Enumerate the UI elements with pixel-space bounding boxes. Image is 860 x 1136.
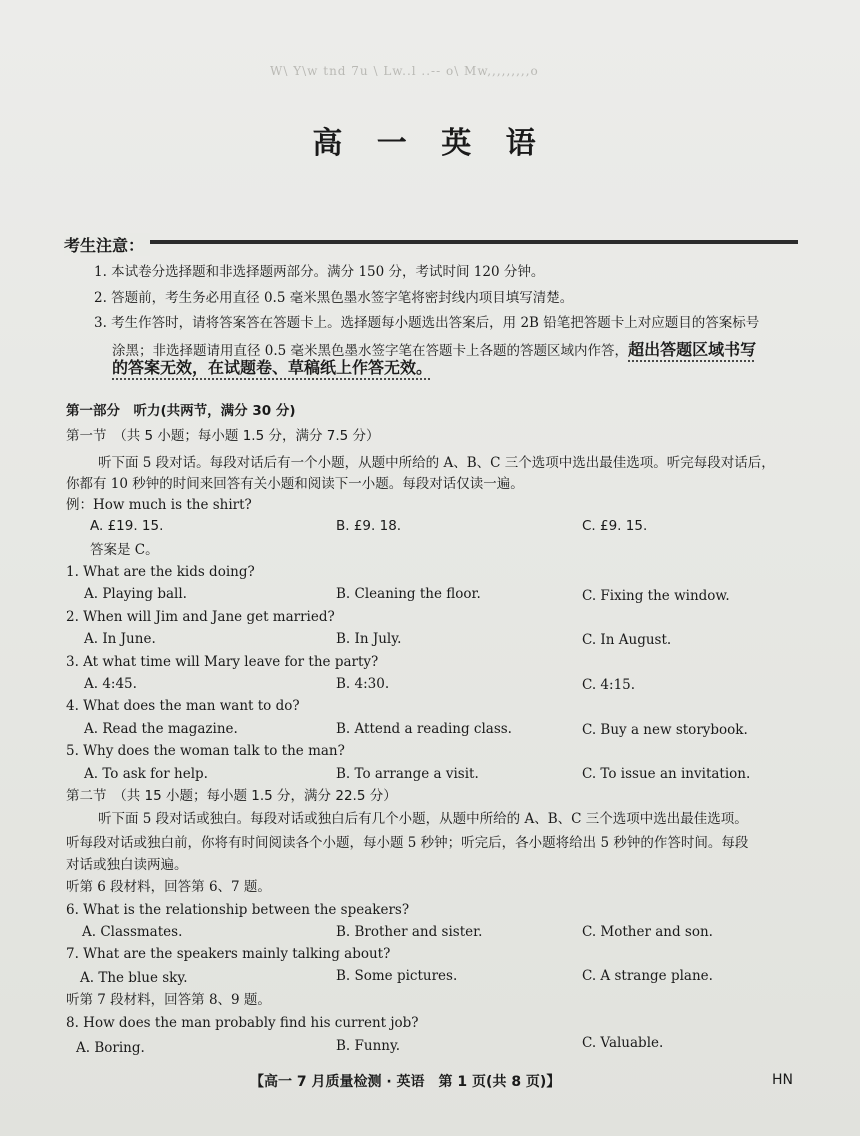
notice-item-1: 1. 本试卷分选择题和非选择题两部分。满分 150 分，考试时间 120 分钟。 [94,264,545,280]
question-1-option-a: A. Playing ball. [84,586,187,602]
question-2-option-b: B. In July. [336,631,402,647]
notice-emphasis-2: 的答案无效，在试题卷、草稿纸上作答无效。 [112,358,433,377]
section1-heading: 第一节 （共 5 小题；每小题 1.5 分，满分 7.5 分） [66,428,380,444]
question-5-option-b: B. To arrange a visit. [336,766,479,782]
question-4: 4. What does the man want to do? [66,698,300,714]
material-7-instruction: 听第 7 段材料，回答第 8、9 题。 [66,992,271,1008]
question-6-option-c: C. Mother and son. [582,924,713,940]
question-3: 3. At what time will Mary leave for the party? [66,654,379,670]
section1-instruction-2: 你都有 10 秒钟的时间来回答有关小题和阅读下一小题。每段对话仅读一遍。 [66,476,524,492]
question-8-option-b: B. Funny. [336,1038,401,1054]
section2-heading: 第二节 （共 15 小题；每小题 1.5 分，满分 22.5 分） [66,788,397,804]
question-7-option-a: A. The blue sky. [80,970,188,986]
notice-item-3: 3. 考生作答时，请将答案答在答题卡上。选择题每小题选出答案后，用 2B 铅笔把答题卡上对应题目的答案标号 [94,315,760,331]
question-2: 2. When will Jim and Jane get married? [66,609,335,625]
section2-instruction-1: 听下面 5 段对话或独白。每段对话或独白后有几个小题，从题中所给的 A、B、C 三个选项中选出最佳选项。 [98,811,748,827]
example-option-b: B. £9. 18. [336,518,402,534]
notice-item-3-line2: 涂黑；非选择题请用直径 0.5 毫米黑色墨水签字笔在答题卡上各题的答题区域内作答， [112,343,629,359]
question-8-option-a: A. Boring. [76,1040,145,1056]
notice-divider [112,240,798,244]
material-6-instruction: 听第 6 段材料，回答第 6、7 题。 [66,879,271,895]
question-1-option-b: B. Cleaning the floor. [336,586,481,602]
example-option-a: A. £19. 15. [90,518,164,534]
example-answer: 答案是 C。 [90,542,159,558]
bleed-through-text: W\ Y\w tnd 7u \ Lw..l ..-- o\ Mw,,,,,,,,,o [270,64,539,78]
question-4-option-c: C. Buy a new storybook. [582,722,748,738]
question-6-option-b: B. Brother and sister. [336,924,483,940]
question-2-option-c: C. In August. [582,632,672,648]
question-4-option-a: A. Read the magazine. [84,721,238,737]
notice-emphasis-1: 超出答题区域书写 [628,340,757,359]
question-7-option-b: B. Some pictures. [336,968,458,984]
notice-heading: 考生注意： [64,233,150,256]
question-1: 1. What are the kids doing? [66,564,255,580]
section2-instruction-2: 听每段对话或独白前，你将有时间阅读各个小题，每小题 5 秒钟；听完后，各小题将给出 5 秒钟的作答时间。每段 [66,835,749,851]
question-5: 5. Why does the woman talk to the man? [66,743,345,759]
question-3-option-b: B. 4:30. [336,676,390,692]
question-8-option-c: C. Valuable. [582,1035,664,1051]
question-1-option-c: C. Fixing the window. [582,588,730,604]
question-2-option-a: A. In June. [84,631,156,647]
example-question: 例：How much is the shirt? [66,497,252,513]
question-3-option-c: C. 4:15. [582,677,636,693]
section1-instruction-1: 听下面 5 段对话。每段对话后有一个小题，从题中所给的 A、B、C 三个选项中选出最佳选项。听完每段对话后， [98,455,775,471]
exam-title: 高 一 英 语 [312,126,548,161]
notice-item-2: 2. 答题前，考生务必用直径 0.5 毫米黑色墨水签字笔将密封线内项目填写清楚。 [94,290,574,306]
question-6-option-a: A. Classmates. [82,924,183,940]
question-3-option-a: A. 4:45. [84,676,137,692]
example-option-c: C. £9. 15. [582,518,648,534]
page-footer: 【高一 7 月质量检测 · 英语 第 1 页(共 8 页)】 [250,1074,561,1090]
question-6: 6. What is the relationship between the speakers? [66,902,410,918]
question-4-option-b: B. Attend a reading class. [336,721,512,737]
question-7-option-c: C. A strange plane. [582,968,713,984]
region-code: HN [772,1072,793,1088]
question-8: 8. How does the man probably find his current job? [66,1015,419,1031]
question-5-option-a: A. To ask for help. [84,766,208,782]
part1-heading: 第一部分 听力(共两节，满分 30 分) [66,403,296,419]
question-7: 7. What are the speakers mainly talking about? [66,946,391,962]
notice-item-3-cont [112,342,756,359]
question-5-option-c: C. To issue an invitation. [582,766,751,782]
section2-instruction-3: 对话或独白读两遍。 [66,857,188,873]
